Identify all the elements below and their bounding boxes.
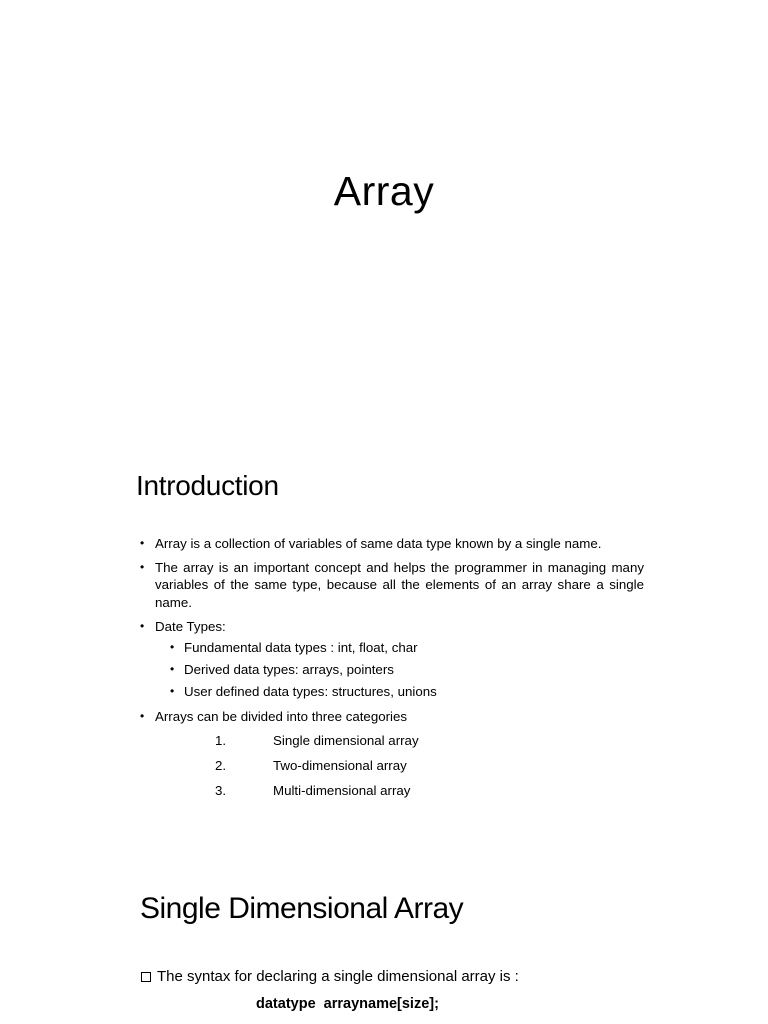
item-label: Multi-dimensional array xyxy=(273,782,411,798)
sub-bullet-text: User defined data types: structures, unions xyxy=(184,684,437,700)
bullet-item xyxy=(138,708,644,799)
bullet-icon: • xyxy=(140,618,145,633)
item-label: Single dimensional array xyxy=(273,732,419,748)
item-number: 3. xyxy=(215,782,227,798)
bullet-text: Arrays can be divided into three categories xyxy=(155,708,408,724)
bullet-icon: • xyxy=(140,708,145,723)
single-dimensional-array-slide xyxy=(0,864,768,1024)
title-slide xyxy=(0,0,768,432)
slide-title: Introduction xyxy=(136,470,279,501)
slide-title: Single Dimensional Array xyxy=(140,892,464,925)
sub-bullet-text: Fundamental data types : int, float, char xyxy=(184,640,418,656)
numbered-item xyxy=(155,732,644,749)
numbered-item xyxy=(155,782,644,799)
bullet-text: Array is a collection of variables of same data type known by a single name. xyxy=(155,536,602,551)
bullet-item xyxy=(138,559,644,611)
numbered-item xyxy=(155,757,644,774)
sub-bullet-item xyxy=(155,639,644,656)
bullet-icon: • xyxy=(170,640,175,655)
syntax-intro-text: The syntax for declaring a single dimensional array is : xyxy=(157,968,519,985)
bullet-icon: • xyxy=(140,536,145,550)
bullet-icon: • xyxy=(140,560,145,575)
bullet-icon: • xyxy=(170,684,175,699)
syntax-intro xyxy=(141,968,519,985)
numbered-list xyxy=(155,732,644,799)
sub-bullet-text: Derived data types: arrays, pointers xyxy=(184,662,394,678)
bullet-list xyxy=(138,535,644,807)
bullet-item xyxy=(138,618,644,701)
bullet-text: Date Types: xyxy=(155,618,226,634)
bullet-icon: • xyxy=(170,662,175,677)
introduction-slide xyxy=(0,432,768,864)
syntax-code: datatype arrayname[size]; xyxy=(256,996,439,1012)
sub-bullet-item xyxy=(155,661,644,678)
slide-title: Array xyxy=(333,168,435,214)
sub-bullet-list xyxy=(155,639,644,701)
item-label: Two-dimensional array xyxy=(273,757,407,773)
sub-bullet-item xyxy=(155,683,644,700)
item-number: 1. xyxy=(215,732,227,748)
item-number: 2. xyxy=(215,757,227,773)
bullet-item xyxy=(138,535,644,552)
square-bullet-icon xyxy=(141,972,151,982)
bullet-text: The array is an important concept and helps the programmer in managing many variables of the same type, because all the elements of an array share a single name. xyxy=(155,560,644,610)
